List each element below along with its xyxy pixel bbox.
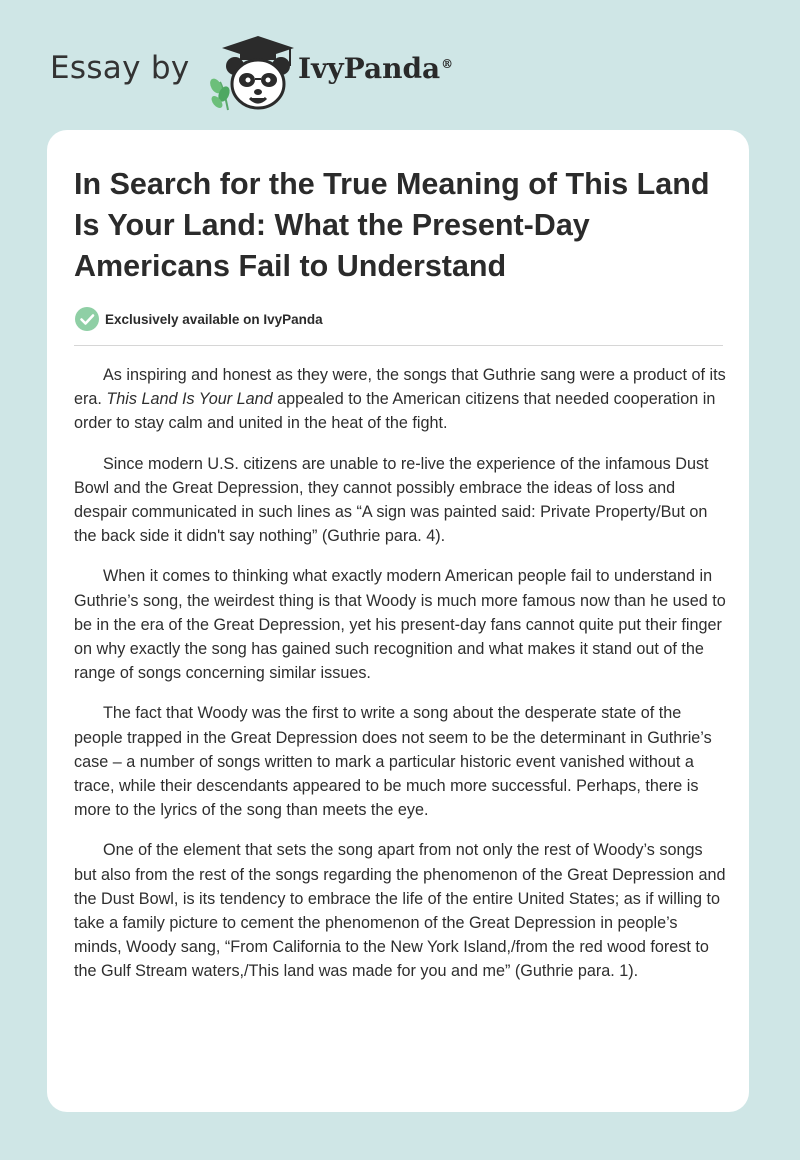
essay-card	[47, 130, 749, 1112]
essay-title: In Search for the True Meaning of This Land Is Your Land: What the Present-Day Americans Fail to Understand	[74, 167, 710, 283]
essay-body	[74, 363, 726, 1000]
paragraph-3: When it comes to thinking what exactly modern American people fail to understand in Guthrie’s song, the weirdest thing is that Woody is much more famous now than he used to be in the era of the Great Depression, yet his present-day fans cannot quite put their finger on why exactly the song has gained such recognition and what makes it stand out of the range of songs concerning similar issues.	[74, 567, 726, 683]
song-title-italic: This Land Is Your Land	[106, 390, 273, 409]
title-divider	[74, 345, 723, 346]
check-circle-icon	[74, 306, 100, 332]
badge-label: Exclusively available on IvyPanda	[105, 311, 323, 327]
paragraph-4: The fact that Woody was the first to write a song about the desperate state of the people trapped in the Great Depression does not seem to be the determinant in Guthrie’s case – a number of songs written to mark a particular historic event vanished without a trace, while their descendants appeared to be much more successful. Perhaps, there is more to the lyrics of the song than meets the eye.	[74, 704, 712, 820]
registered-mark: ®	[441, 56, 454, 71]
site-header	[50, 34, 550, 114]
paragraph-2: Since modern U.S. citizens are unable to re-live the experience of the infamous Dust Bowl and the Great Depression, they cannot possibly embrace the ideas of loss and despair communicated in such lines as “A sign was painted said: Private Property/But on the back side it didn't say nothing” (Guthrie para. 4).	[74, 454, 709, 546]
paragraph-1	[74, 363, 726, 436]
exclusive-badge	[74, 306, 323, 332]
paragraph-1-lead: As inspiring and honest as they were, the songs that Guthrie sang were a product of its era.	[74, 366, 726, 409]
brand-label: IvyPanda	[298, 52, 441, 85]
paragraph-1-tail: appealed to the American citizens that needed cooperation in order to stay calm and united in the heat of the fight.	[74, 390, 716, 433]
brand-name[interactable]	[298, 52, 453, 85]
paragraph-5: One of the element that sets the song apart from not only the rest of Woody’s songs but also from the rest of the songs regarding the phenomenon of the Great Depression and the Dust Bowl, is its tendency to embrace the life of the entire United States; as if willing to take a family picture to cement the phenomenon of the Great Depression in people’s minds, Woody sang, “From California to the New York Island,/from the red wood forest to the Gulf Stream waters,/This land was made for you and me” (Guthrie para. 1).	[74, 841, 726, 981]
essay-by-label: Essay by	[50, 50, 190, 86]
panda-graduate-icon[interactable]	[202, 34, 298, 114]
